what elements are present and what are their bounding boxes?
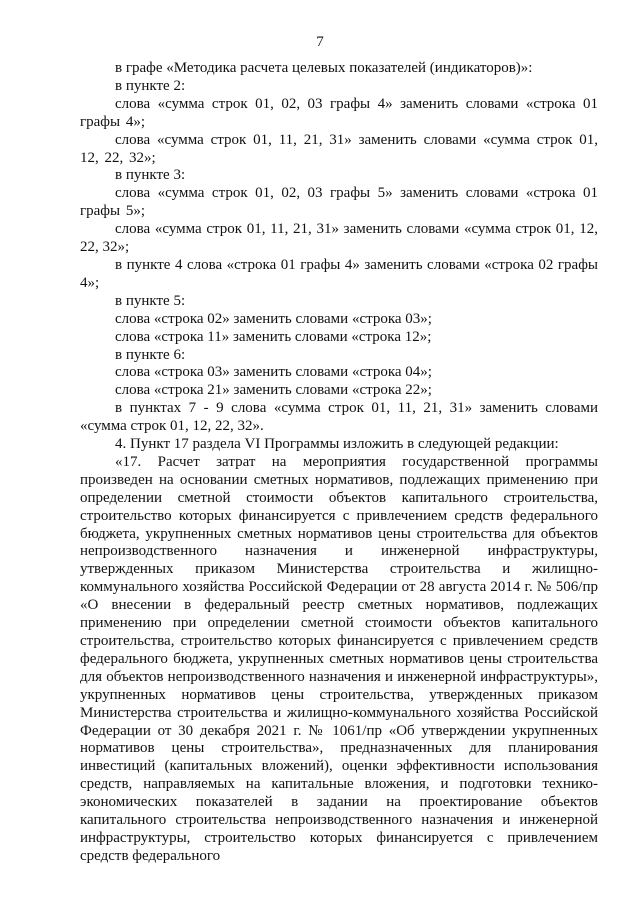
paragraph-8: в пункте 4 слова «строка 01 графы 4» заменить словами «строка 02 графы 4»; <box>80 256 598 291</box>
paragraph-10: слова «строка 02» заменить словами «строка 03»; <box>115 310 432 327</box>
paragraph-5: в пункте 3: <box>115 167 186 184</box>
paragraph-9: в пункте 5: <box>115 292 186 309</box>
paragraph-3: слова «сумма строк 01, 02, 03 графы 4» заменить словами «строка 01 графы 4»; <box>80 95 598 130</box>
document-body <box>80 60 598 866</box>
paragraph-15: в пунктах 7 - 9 слова «сумма строк 01, 11, 21, 31» заменить словами «сумма строк 01, 12, 22, 32». <box>80 400 598 435</box>
paragraph-13: слова «строка 03» заменить словами «строка 04»; <box>115 364 432 381</box>
paragraph-6: слова «сумма строк 01, 02, 03 графы 5» заменить словами «строка 01 графы 5»; <box>80 185 598 220</box>
paragraph-4: слова «сумма строк 01, 11, 21, 31» заменить словами «сумма строк 01, 12, 22, 32»; <box>80 131 598 166</box>
paragraph-11: слова «строка 11» заменить словами «строка 12»; <box>115 328 432 345</box>
paragraph-17: «17. Расчет затрат на мероприятия государственной программы произведен на основании сметных нормативов, подлежащих применению при определении сметной стоимости объектов капитального строительства, строительство которых финансируется с привлечением средств федерального бюджета, укрупненных сметных нормативов цены строительства для объектов непроизводственного назначения и инженерной инфраструктуры, утвержденных приказом Министерства строительства и жилищно-коммунального хозяйства Российской Федерации от 28 августа 2014 г. № 506/пр «О внесении в федеральный реестр сметных нормативов, подлежащих применению при определении сметной стоимости объектов капитального строительства, строительство которых финансируется с привлечением средств федерального бюджета, укрупненных сметных нормативов цены строительства для объектов непроизводственного назначения и инженерной инфраструктуры», укрупненных нормативов цены строительства, утвержденных приказом Министерства строительства и жилищно-коммунального хозяйства Российской Федерации от 30 декабря 2021 г. № 1061/пр «Об утверждении укрупненных нормативов цены строительства», предназначенных для планирования инвестиций (капитальных вложений), оценки эффективности использования средств, направляемых на капитальные вложения, и подготовки технико-экономических показателей в задании на проектирование объектов капитального строительства непроизводственного назначения и инженерной инфраструктуры, строительство которых финансируется с привлечением средств федерального <box>80 453 598 864</box>
page-number: 7 <box>316 34 324 50</box>
paragraph-1: в графе «Методика расчета целевых показателей (индикаторов)»: <box>115 60 533 76</box>
paragraph-12: в пункте 6: <box>115 346 186 363</box>
paragraph-7: слова «сумма строк 01, 11, 21, 31» заменить словами «сумма строк 01, 12, 22, 32»; <box>80 221 598 256</box>
paragraph-16: 4. Пункт 17 раздела VI Программы изложить в следующей редакции: <box>115 436 559 453</box>
paragraph-2: в пункте 2: <box>115 77 186 94</box>
paragraph-14: слова «строка 21» заменить словами «строка 22»; <box>115 382 432 399</box>
